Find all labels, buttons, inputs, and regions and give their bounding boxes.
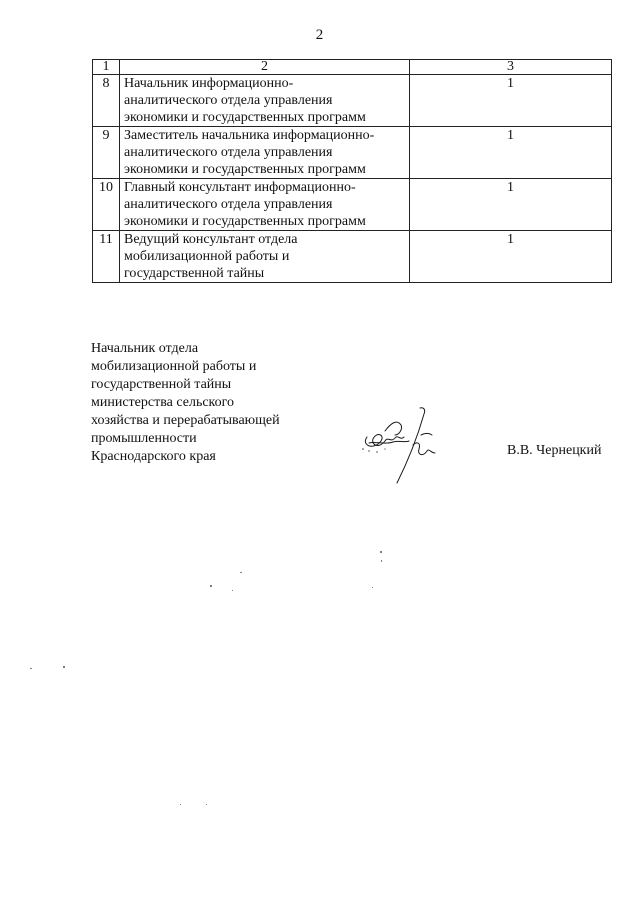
position-title-line: Главный консультант информационно-: [124, 180, 356, 195]
position-title-line: аналитического отдела управления: [124, 93, 333, 108]
scan-speck: [232, 590, 233, 591]
position-count: 1: [410, 231, 612, 283]
position-title-line: аналитического отдела управления: [124, 145, 333, 160]
page-number: 2: [315, 27, 324, 43]
signatory-position-line: министерства сельского: [91, 395, 235, 410]
position-title: [120, 231, 410, 283]
table-header-row: [93, 60, 612, 75]
scan-speck: [372, 587, 373, 588]
scan-speck: [210, 585, 212, 587]
signatory-position-line: хозяйства и перерабатывающей: [91, 413, 280, 428]
signatory-position: [91, 340, 280, 466]
table-row: [93, 127, 612, 179]
position-title-line: аналитического отдела управления: [124, 197, 333, 212]
position-title-line: Ведущий консультант отдела: [124, 232, 298, 247]
position-count: 1: [410, 127, 612, 179]
row-number: 11: [93, 231, 120, 283]
scan-speck: [206, 804, 207, 805]
handwritten-signature: [355, 405, 445, 485]
position-title-line: Начальник информационно-: [124, 76, 294, 91]
scan-speck: [240, 572, 242, 573]
scan-speck: [63, 666, 65, 668]
scan-speck: [30, 668, 32, 669]
table-row: [93, 231, 612, 283]
row-number: 10: [93, 179, 120, 231]
row-number: 8: [93, 75, 120, 127]
staff-table: [92, 59, 612, 283]
position-title: [120, 75, 410, 127]
header-cell-1: 1: [93, 60, 120, 75]
header-cell-2: 2: [120, 60, 410, 75]
position-count: 1: [410, 75, 612, 127]
signatory-position-line: Начальник отдела: [91, 341, 199, 356]
table-row: [93, 179, 612, 231]
header-cell-3: 3: [410, 60, 612, 75]
position-title: [120, 179, 410, 231]
scan-speck: [380, 551, 382, 553]
position-title-line: экономики и государственных программ: [124, 214, 366, 229]
position-title-line: экономики и государственных программ: [124, 162, 366, 177]
signatory-position-line: мобилизационной работы и: [91, 359, 257, 374]
scan-speck: [180, 804, 181, 805]
position-title-line: государственной тайны: [124, 266, 265, 281]
signatory-position-line: Краснодарского края: [91, 449, 216, 464]
position-title-line: экономики и государственных программ: [124, 110, 366, 125]
position-title-line: мобилизационной работы и: [124, 249, 290, 264]
position-title: [120, 127, 410, 179]
row-number: 9: [93, 127, 120, 179]
position-title-line: Заместитель начальника информационно-: [124, 128, 375, 143]
signatory-name: В.В. Чернецкий: [507, 443, 602, 458]
scan-speck: [381, 560, 382, 562]
position-count: 1: [410, 179, 612, 231]
table-row: [93, 75, 612, 127]
signatory-position-line: государственной тайны: [91, 377, 232, 392]
signatory-position-line: промышленности: [91, 431, 197, 446]
